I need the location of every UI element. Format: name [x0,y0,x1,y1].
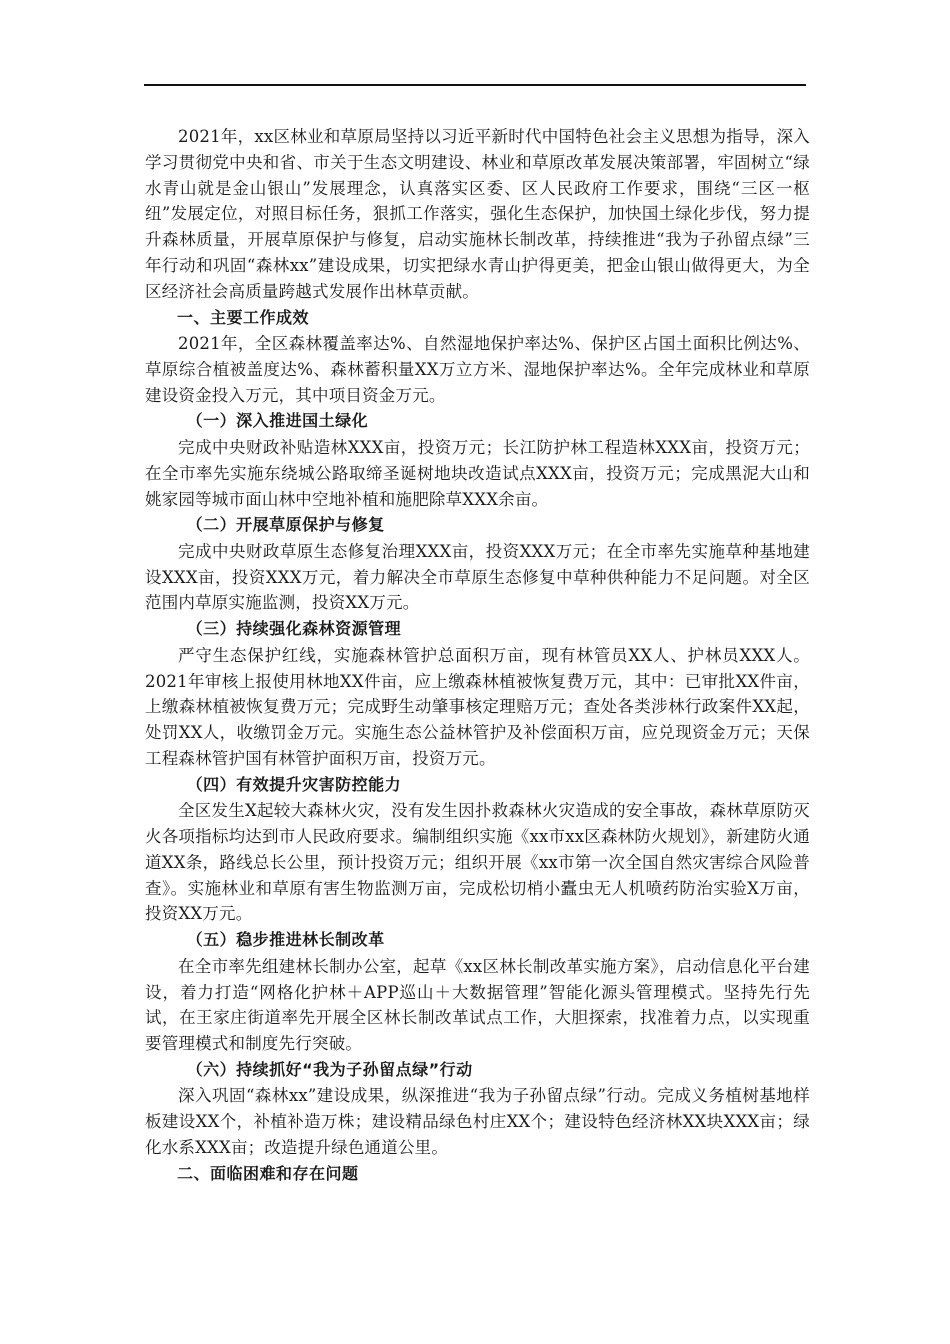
intro-paragraph: 2021年，xx区林业和草原局坚持以习近平新时代中国特色社会主义思想为指导，深入学习贯彻党中央和省、市关于生态文明建设、林业和草原改革发展决策部署，牢固树立“绿水青山就是金山银山”发展理念，认真落实区委、区人民政府工作要求，围绕“三区一枢纽”发展定位，对照目标任务，狠抓工作落实，强化生态保护，加快国土绿化步伐，努力提升森林质量，开展草原保护与修复，启动实施林长制改革，持续推进“我为子孙留点绿”三年行动和巩固“森林xx”建设成果，切实把绿水青山护得更美，把金山银山做得更大，为全区经济社会高质量跨越式发展作出林草贡献。 [145,127,810,301]
subsection-heading-greening: （一）深入推进国土绿化 [186,411,369,431]
subsection-text-greening: 完成中央财政补贴造林XXX亩，投资万元；长江防护林工程造林XXX亩，投资万元；在全市率先实施东绕城公路取缔圣诞树地块改造试点XXX亩，投资万元；完成黑泥大山和姚家园等城市面山林中空地补植和施肥除草XXX余亩。 [145,437,810,509]
achievements-summary: 2021年，全区森林覆盖率达%、自然湿地保护率达%、保护区占国土面积比例达%、草原综合植被盖度达%、森林蓄积量XX万立方米、湿地保护率达%。全年完成林业和草原建设资金投入万元，其中项目资金万元。 [145,334,810,405]
document-body [145,124,810,1187]
subsection-text-green-action: 深入巩固“森林xx”建设成果，纵深推进“我为子孙留点绿”行动。完成义务植树基地样板建设XX个，补植补造万株；建设精品绿色村庄XX个；建设特色经济林XX块XXX亩；绿化水系XXX亩；改造提升绿色通道公里。 [145,1086,810,1157]
subsection-text-forest-management: 严守生态保护红线，实施森林管护总面积万亩，现有林管员XX人、护林员XXX人。2021年审核上报使用林地XX件亩，应上缴森林植被恢复费万元，其中：已审批XX件亩，上缴森林植被恢复费万元；完成野生动肇事核定理赔万元；查处各类涉林行政案件XX起，处罚XX人，收缴罚金万元。实施生态公益林管护及补偿面积万亩，应兑现资金万元；天保工程森林管护国有林管护面积万亩，投资万元。 [145,645,810,768]
subsection-heading-forest-chief: （五）稳步推进林长制改革 [186,930,385,950]
header-rule [144,84,806,86]
subsection-text-grassland: 完成中央财政草原生态修复治理XXX亩，投资XXX万元；在全市率先实施草种基地建设XXX亩，投资XXX万元，着力解决全市草原生态修复中草种供种能力不足问题。对全区范围内草原实施监测，投资XX万元。 [145,541,810,613]
subsection-heading-disaster-prevention: （四）有效提升灾害防控能力 [186,774,402,794]
subsection-text-forest-chief: 在全市率先组建林长制办公室，起草《xx区林长制改革实施方案》，启动信息化平台建设，着力打造“网格化护林＋APP巡山＋大数据管理”智能化源头管理模式。坚持先行先试，在王家庄街道率先开展全区林长制改革试点工作，大胆探索，找准着力点，以实现重要管理模式和制度先行突破。 [145,956,810,1054]
subsection-heading-green-action: （六）持续抓好“我为子孙留点绿”行动 [186,1059,473,1079]
section-heading-achievements: 一、主要工作成效 [177,307,310,327]
subsection-heading-grassland: （二）开展草原保护与修复 [186,515,385,535]
subsection-heading-forest-management: （三）持续强化森林资源管理 [186,619,402,639]
section-heading-problems: 二、面临困难和存在问题 [177,1163,359,1183]
subsection-text-disaster-prevention: 全区发生X起较大森林火灾，没有发生因扑救森林火灾造成的安全事故，森林草原防灭火各项指标均达到市人民政府要求。编制组织实施《xx市xx区森林防火规划》，新建防火通道XX条，路线总长公里，预计投资万元；组织开展《xx市第一次全国自然灾害综合风险普查》。实施林业和草原有害生物监测万亩，完成松切梢小蠹虫无人机喷药防治实验X万亩，投资XX万元。 [145,801,810,924]
